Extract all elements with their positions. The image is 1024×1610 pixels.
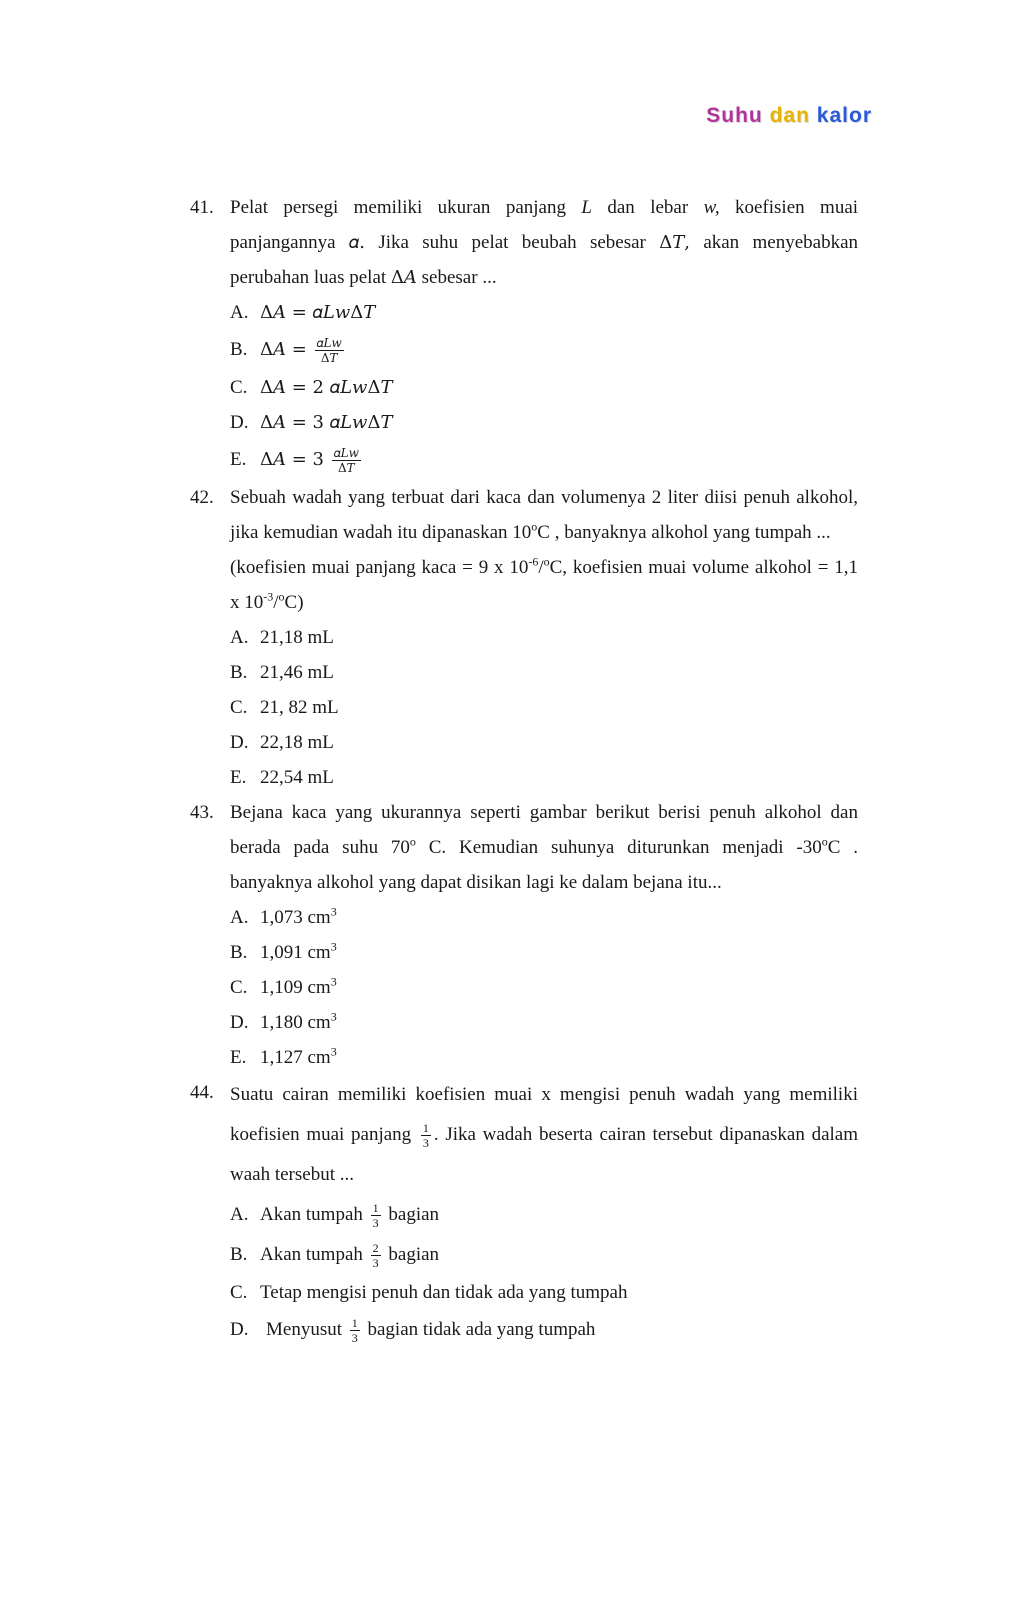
option-text: Menyusut (266, 1319, 342, 1340)
option-label: B. (230, 662, 248, 683)
fraction (371, 1241, 381, 1270)
option-d (230, 725, 858, 760)
option-b (230, 1235, 858, 1275)
option-text: 22,54 mL (260, 767, 334, 788)
option-label: B. (230, 942, 248, 963)
exponent: 3 (330, 939, 337, 954)
q43-text-1: Bejana kaca yang ukurannya seperti gambar berikut berisi penuh alkohol dan berada pada suhu 70 (230, 802, 858, 858)
degree-symbol: o (278, 589, 285, 604)
header-word-kalor: kalor (816, 104, 872, 127)
fraction-numerator: 1 (422, 1121, 429, 1136)
option-label: E. (230, 1047, 247, 1068)
option-label: A. (230, 302, 249, 323)
fraction-numerator: 𝛼𝐿𝑤 (333, 446, 359, 461)
degree-symbol: o (543, 554, 550, 569)
degree-symbol: o (821, 834, 828, 849)
fraction-numerator: 1 (351, 1316, 358, 1331)
option-text: 1,180 cm (260, 1012, 331, 1033)
fraction-numerator: 1 (372, 1201, 379, 1216)
fraction-denominator: 3 (372, 1256, 379, 1271)
question-number: 41. (190, 197, 214, 218)
fraction (371, 1201, 381, 1230)
option-label: C. (230, 697, 248, 718)
option-text: Tetap mengisi penuh dan tidak ada yang tumpah (260, 1282, 628, 1303)
q42-text-2: C , banyaknya alkohol yang tumpah ... (537, 522, 831, 543)
option-text: 1,109 cm (260, 977, 331, 998)
question-44 (190, 1075, 858, 1350)
option-label: D. (230, 1319, 249, 1340)
option-label: C. (230, 1282, 248, 1303)
fraction-denominator: Δ𝑇 (320, 351, 338, 366)
option-label: D. (230, 412, 249, 433)
option-formula-lhs: Δ𝐴 = (260, 339, 307, 360)
option-e (230, 760, 858, 795)
q44-text-1: Suatu cairan memiliki koefisien muai x mengisi penuh wadah yang memiliki koefisien muai panjang (230, 1084, 858, 1145)
option-a (230, 900, 858, 935)
option-c (230, 1275, 858, 1310)
option-formula: Δ𝐴 = 𝛼𝐿𝑤Δ𝑇 (260, 302, 376, 323)
fraction-denominator: 3 (422, 1136, 429, 1151)
option-e (230, 440, 858, 480)
option-text: bagian tidak ada yang tumpah (367, 1319, 596, 1340)
question-number: 43. (190, 802, 214, 823)
question-text (230, 1075, 858, 1195)
question-note (230, 550, 858, 620)
option-e (230, 1040, 858, 1075)
option-d (230, 1005, 858, 1040)
question-text (230, 795, 858, 900)
degree-symbol: o (531, 519, 538, 534)
header-word-suhu: Suhu (706, 104, 763, 127)
fraction-denominator: Δ𝑇 (337, 461, 355, 476)
fraction-numerator: 𝛼𝐿𝑤 (316, 336, 342, 351)
fraction-denominator: 3 (372, 1216, 379, 1231)
q42-note-5: C) (284, 592, 304, 613)
question-text (230, 480, 858, 550)
option-label: C. (230, 377, 248, 398)
q41-text-5: akan menyebabkan perubahan luas pelat (230, 232, 859, 288)
q44-text-2: . Jika wadah beserta cairan tersebut dipanaskan dalam waah tersebut ... (230, 1124, 858, 1185)
fraction (421, 1121, 431, 1150)
option-label: D. (230, 732, 249, 753)
option-b (230, 935, 858, 970)
q41-text-1: Pelat persegi memiliki ukuran panjang (230, 197, 566, 218)
option-label: A. (230, 907, 249, 928)
question-text (230, 190, 858, 295)
option-b (230, 330, 858, 370)
q42-note-4: / (273, 592, 279, 613)
option-a (230, 620, 858, 655)
question-number: 44. (190, 1082, 214, 1103)
option-label: E. (230, 767, 247, 788)
option-text: Akan tumpah (260, 1244, 363, 1265)
option-text: 22,18 mL (260, 732, 334, 753)
question-41 (190, 190, 858, 480)
q41-text-3: koefisien muai panjangannya (230, 197, 859, 253)
option-formula: Δ𝐴 = 3 𝛼𝐿𝑤Δ𝑇 (260, 412, 393, 433)
q41-text-2: dan lebar (607, 197, 689, 218)
option-text: bagian (388, 1204, 440, 1225)
page-header (706, 104, 872, 128)
fraction (315, 336, 344, 365)
fraction (332, 446, 361, 475)
q42-note-1: (koefisien muai panjang kaca = 9 x 10 (230, 557, 529, 578)
option-text: 1,091 cm (260, 942, 331, 963)
question-list (190, 190, 858, 1350)
q41-var-dT: Δ𝑇, (659, 232, 690, 253)
option-label: C. (230, 977, 248, 998)
option-label: A. (230, 1204, 249, 1225)
option-text: Akan tumpah (260, 1204, 363, 1225)
option-b (230, 655, 858, 690)
q41-var-alpha: 𝛼. (348, 232, 365, 253)
exponent: 3 (330, 904, 337, 919)
q41-var-w: w, (703, 197, 720, 218)
fraction (350, 1316, 360, 1345)
option-text: 21,46 mL (260, 662, 334, 683)
option-label: A. (230, 627, 249, 648)
q42-note-3: C, koefisien muai volume alkohol = 1,1 x 10 (230, 557, 858, 613)
option-text: 1,127 cm (260, 1047, 331, 1068)
q42-text-1: Sebuah wadah yang terbuat dari kaca dan volumenya 2 liter diisi penuh alkohol, jika kemudian wadah itu dipanaskan 10 (230, 487, 858, 543)
option-formula: Δ𝐴 = 2 𝛼𝐿𝑤Δ𝑇 (260, 377, 393, 398)
q42-note-2: / (538, 557, 544, 578)
q43-text-2: C. Kemudian suhunya diturunkan menjadi -30 (415, 837, 822, 858)
fraction-numerator: 2 (372, 1241, 379, 1256)
q41-var-L: L (581, 197, 592, 218)
q43-text-3: C . banyaknya alkohol yang dapat disikan lagi ke dalam bejana itu... (230, 837, 858, 893)
option-text: bagian (388, 1244, 440, 1265)
exponent: -6 (528, 554, 539, 569)
option-a (230, 295, 858, 330)
option-label: E. (230, 449, 247, 470)
option-d (230, 1310, 858, 1350)
exponent: 3 (330, 974, 337, 989)
option-label: D. (230, 1012, 249, 1033)
degree-symbol: o (409, 834, 416, 849)
exponent: 3 (330, 1044, 337, 1059)
option-d (230, 405, 858, 440)
option-a (230, 1195, 858, 1235)
option-c (230, 690, 858, 725)
fraction-denominator: 3 (351, 1331, 358, 1346)
option-text: 1,073 cm (260, 907, 331, 928)
exponent: 3 (330, 1009, 337, 1024)
option-text: 21,18 mL (260, 627, 334, 648)
option-label: B. (230, 339, 248, 360)
option-c (230, 370, 858, 405)
option-formula-lhs: Δ𝐴 = 3 (260, 449, 324, 470)
q41-text-4: Jika suhu pelat beubah sebesar (378, 232, 646, 253)
option-c (230, 970, 858, 1005)
question-number: 42. (190, 487, 214, 508)
option-label: B. (230, 1244, 248, 1265)
q41-var-dA: Δ𝐴 (390, 267, 417, 288)
question-42 (190, 480, 858, 795)
option-text: 21, 82 mL (260, 697, 339, 718)
q41-text-6: sebesar ... (421, 267, 497, 288)
question-43 (190, 795, 858, 1075)
exponent: -3 (263, 589, 274, 604)
header-word-dan: dan (769, 104, 810, 127)
